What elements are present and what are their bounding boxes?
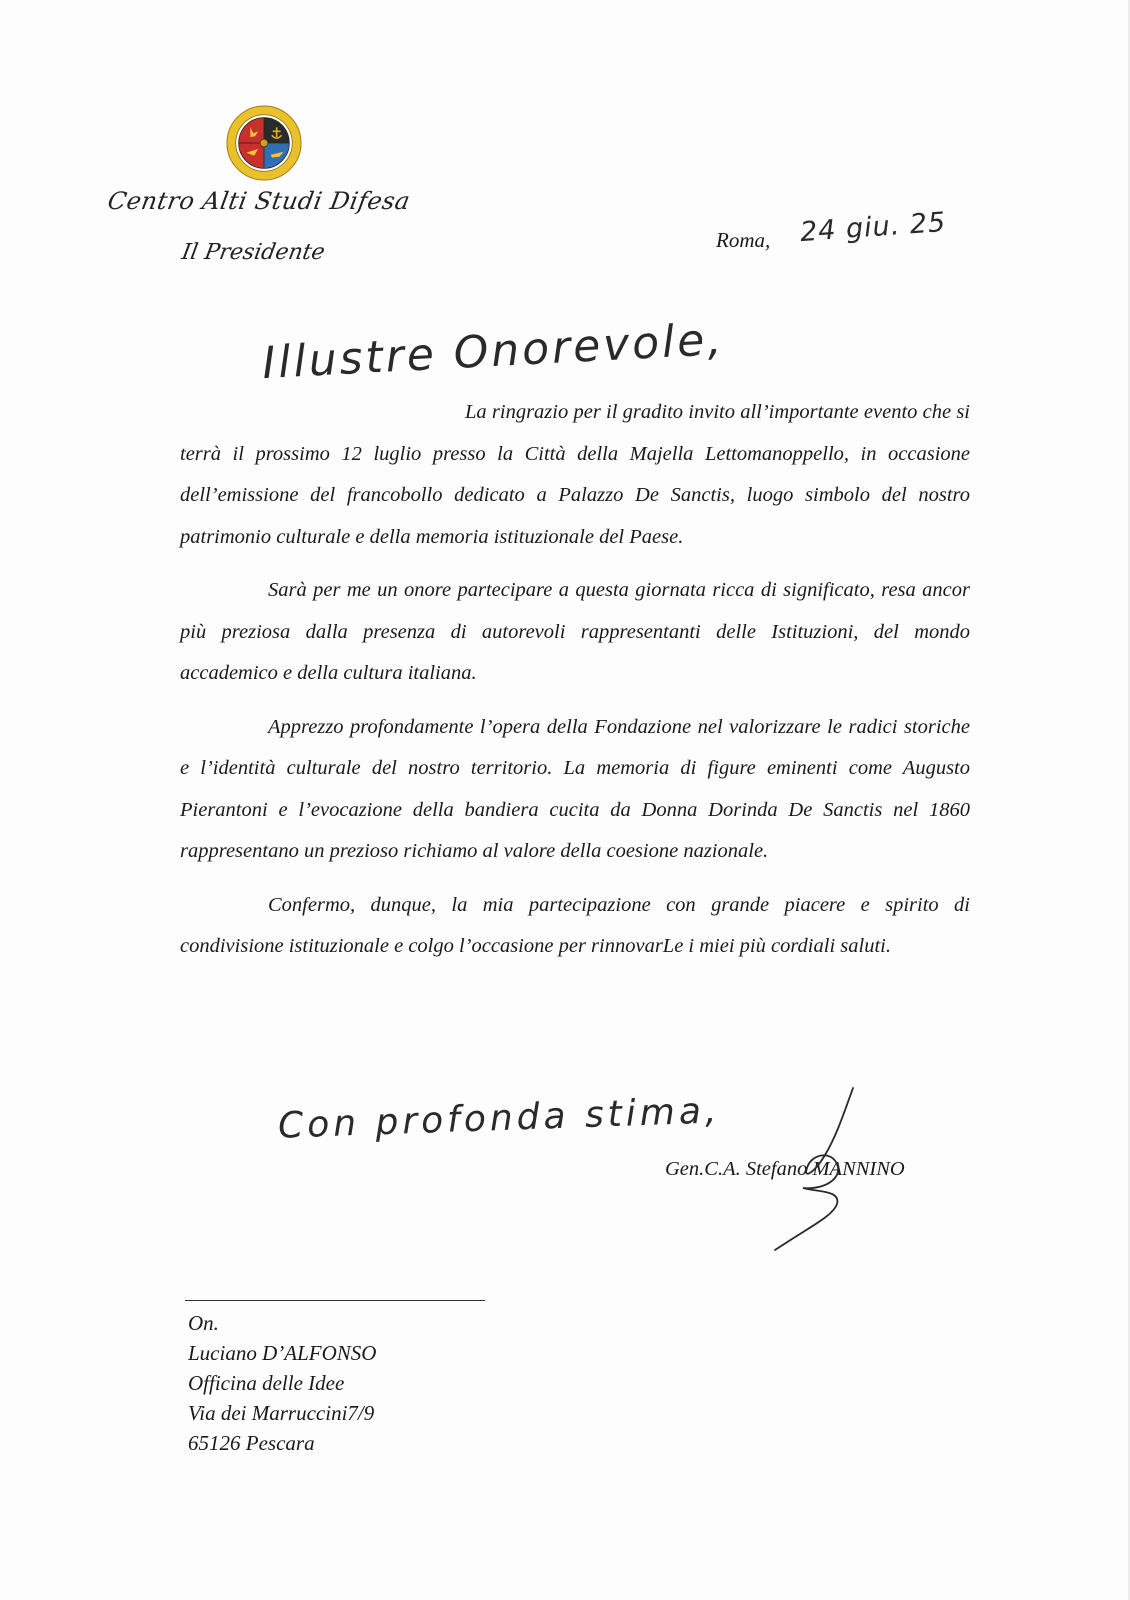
- handwritten-salutation: Illustre Onorevole,: [260, 313, 726, 390]
- recipient-block: [188, 1308, 376, 1458]
- body-paragraph-4: Confermo, dunque, la mia partecipazione con grande piacere e spirito di condivisione istituzionale e colgo l’occasione per rinnovarLe i miei più cordiali saluti.: [180, 893, 970, 957]
- signer-name: Gen.C.A. Stefano MANNINO: [665, 1158, 905, 1180]
- handwritten-date: 24 giu. 25: [799, 206, 948, 249]
- recipient-divider: [185, 1300, 485, 1301]
- institution-role: Il Presidente: [179, 240, 327, 265]
- place-label: Roma,: [716, 228, 771, 252]
- recipient-name: Luciano D’ALFONSO: [188, 1341, 377, 1365]
- institution-name: Centro Alti Studi Difesa: [105, 187, 413, 215]
- body-paragraph-2: Sarà per me un onore partecipare a questa giornata ricca di significato, resa ancor più preziosa dalla presenza di autorevoli rappresentanti delle Istituzioni, del mondo accademico e della cultura italiana.: [180, 579, 970, 684]
- body-paragraph-3: Apprezzo profondamente l’opera della Fondazione nel valorizzare le radici storiche e l’identità culturale del nostro territorio. La memoria di figure eminenti come Augusto Pierantoni e l’evocazione della bandiera cucita da Donna Dorinda De Sanctis nel 1860 rappresentano un prezioso richiamo al valore della coesione nazionale.: [180, 715, 970, 862]
- letter-body: [180, 392, 970, 980]
- institution-emblem: [225, 104, 303, 182]
- handwritten-closing: Con profonda stima,: [277, 1090, 722, 1147]
- recipient-title: On.: [188, 1311, 219, 1335]
- recipient-street: Via dei Marruccini7/9: [188, 1401, 375, 1425]
- recipient-organization: Officina delle Idee: [188, 1371, 345, 1395]
- body-paragraph-1: La ringrazio per il gradito invito all’importante evento che si terrà il prossimo 12 luglio presso la Città della Majella Lettomanoppello, in occasione dell’emissione del francobollo dedicato a Palazzo De Sanctis, luogo simbolo del nostro patrimonio culturale e della memoria istituzionale del Paese.: [180, 401, 970, 548]
- recipient-city: 65126 Pescara: [188, 1431, 315, 1455]
- handwritten-signature: [745, 1080, 875, 1260]
